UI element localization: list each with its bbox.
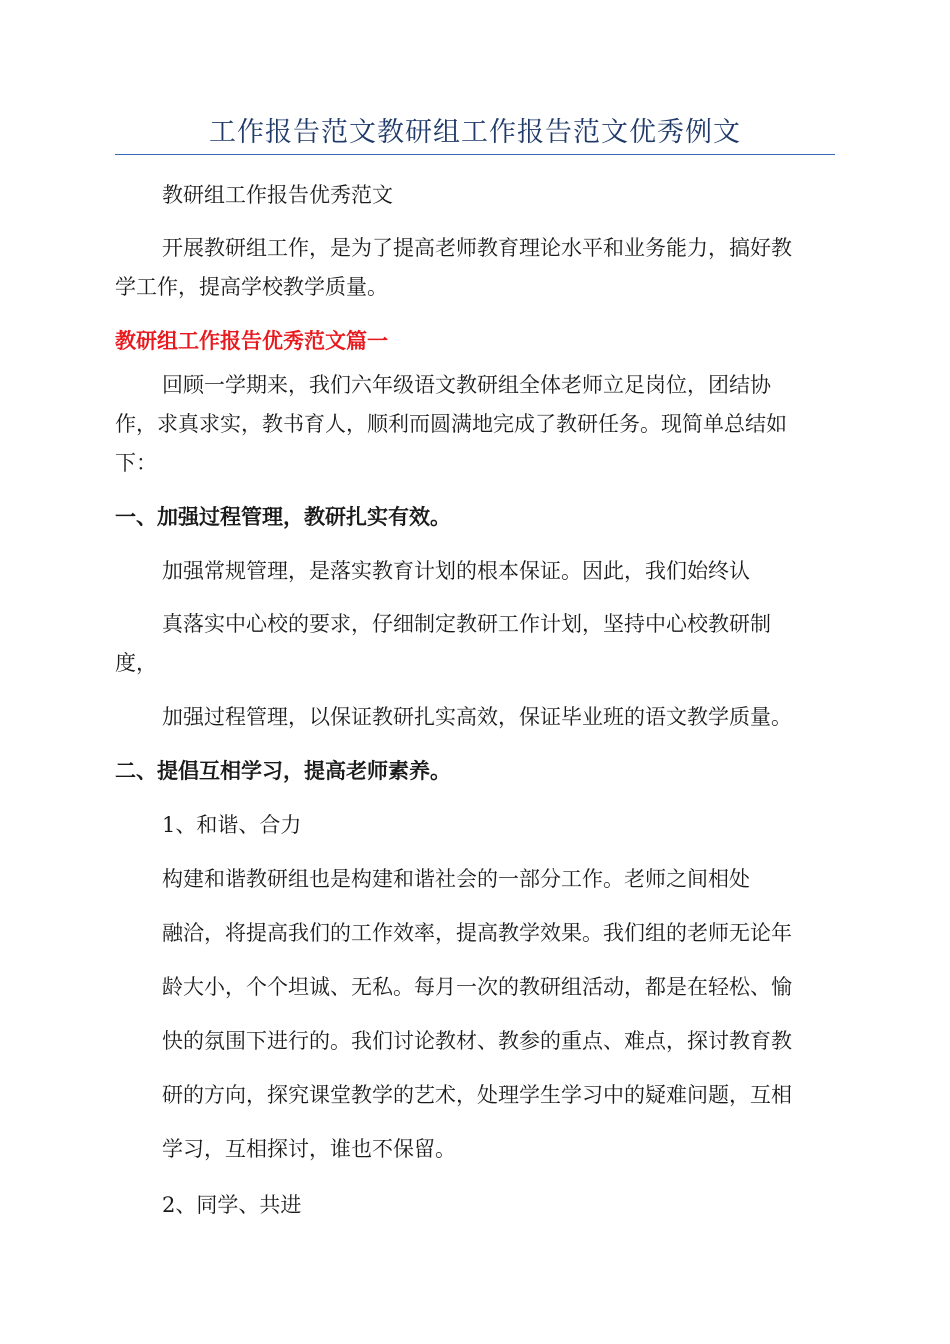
heading-one: 一、加强过程管理，教研扎实有效。 bbox=[115, 505, 451, 529]
paragraph-line: 龄大小，个个坦诚、无私。每月一次的教研组活动，都是在轻松、愉 bbox=[162, 975, 792, 999]
title-underline bbox=[115, 154, 835, 155]
intro-line: 学工作，提高学校教学质量。 bbox=[115, 275, 388, 299]
heading-two: 二、提倡互相学习，提高老师素养。 bbox=[115, 759, 451, 783]
paragraph-line: 真落实中心校的要求，仔细制定教研工作计划，坚持中心校教研制 bbox=[162, 612, 771, 636]
paragraph-line: 构建和谐教研组也是构建和谐社会的一部分工作。老师之间相处 bbox=[162, 867, 750, 891]
paragraph-line: 加强过程管理，以保证教研扎实高效，保证毕业班的语文教学质量。 bbox=[162, 705, 792, 729]
paragraph-line: 度， bbox=[115, 651, 157, 675]
paragraph-line: 加强常规管理，是落实教育计划的根本保证。因此，我们始终认 bbox=[162, 559, 750, 583]
review-line: 回顾一学期来，我们六年级语文教研组全体老师立足岗位，团结协 bbox=[162, 373, 771, 397]
intro-line: 开展教研组工作，是为了提高老师教育理论水平和业务能力，搞好教 bbox=[162, 236, 792, 260]
section-title: 教研组工作报告优秀范文篇一 bbox=[115, 329, 388, 353]
paragraph-line: 融洽，将提高我们的工作效率，提高教学效果。我们组的老师无论年 bbox=[162, 921, 792, 945]
paragraph-line: 快的氛围下进行的。我们讨论教材、教参的重点、难点，探讨教育教 bbox=[162, 1029, 792, 1053]
list-item: 2、同学、共进 bbox=[162, 1193, 302, 1217]
subtitle: 教研组工作报告优秀范文 bbox=[162, 183, 393, 207]
review-line: 下： bbox=[115, 451, 157, 475]
review-line: 作，求真求实，教书育人，顺利而圆满地完成了教研任务。现简单总结如 bbox=[115, 412, 787, 436]
list-item: 1、和谐、合力 bbox=[162, 813, 302, 837]
paragraph-line: 学习，互相探讨，谁也不保留。 bbox=[162, 1137, 456, 1161]
document-title: 工作报告范文教研组工作报告范文优秀例文 bbox=[209, 117, 741, 148]
paragraph-line: 研的方向，探究课堂教学的艺术，处理学生学习中的疑难问题，互相 bbox=[162, 1083, 792, 1107]
